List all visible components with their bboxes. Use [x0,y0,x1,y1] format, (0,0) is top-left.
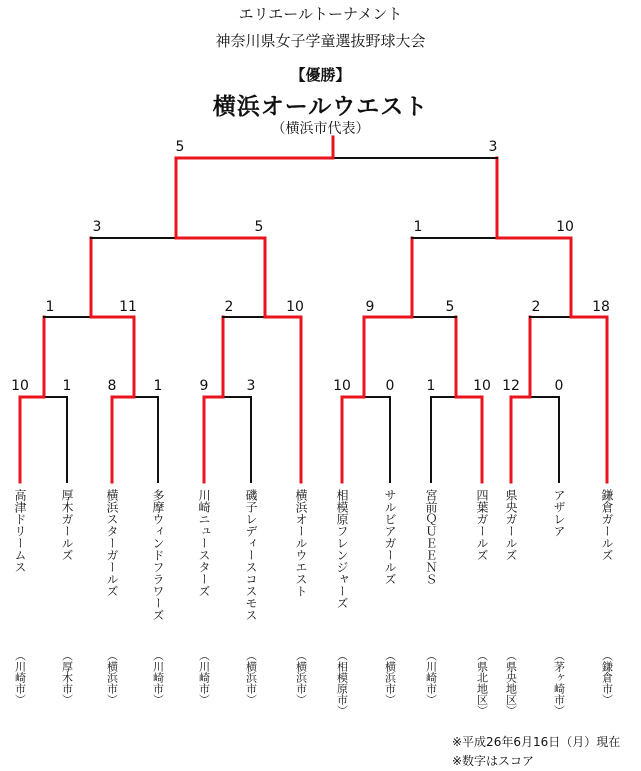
score-r1: 1 [426,378,436,394]
team-name: 川崎ニュースターズ [197,489,211,597]
team-name: 高津ドリームス [13,489,27,573]
score-r2: 1 [45,299,55,315]
team-area: （川崎市） [13,650,27,705]
score-r1: 3 [246,378,256,394]
team-area: （川崎市） [151,650,165,705]
score-r1: 10 [473,378,491,394]
team-name: 県央ガールズ [504,489,518,561]
team-name: 相模原フレンジャーズ [335,489,349,609]
footnote-score: ※数字はスコア [452,754,535,768]
team-area: （県央地区） [504,650,518,716]
team-name: 横浜スターガールズ [105,489,119,597]
team-name: 磯子レディースコスモス [244,489,258,621]
score-r1: 1 [153,378,163,394]
score-r2: 18 [592,299,610,315]
team-name: 鎌倉ガールズ [600,489,614,561]
team-area: （川崎市） [197,650,211,705]
score-r1: 10 [11,378,29,394]
score-final: 3 [488,139,498,155]
team-area: （県北地区） [475,650,489,716]
team-name: アザレア [552,489,566,537]
score-r3: 3 [92,219,102,235]
score-r3: 1 [413,219,423,235]
score-r2: 5 [445,299,455,315]
winner-area: （横浜市代表） [271,121,370,137]
score-r2: 2 [531,299,541,315]
team-area: （横浜市） [244,650,258,705]
team-name: 多摩ウィンドフラワーズ [151,489,165,621]
team-area: （厚木市） [60,650,74,705]
team-name: サルビアガールズ [383,489,397,585]
score-r2: 10 [286,299,304,315]
winner-label: 【優勝】 [290,66,351,84]
score-r3: 10 [556,219,574,235]
footnote-date: ※平成26年6月16日（月）現在 [452,735,621,749]
score-r1: 9 [199,378,209,394]
winner-name: 横浜オールウエスト [212,94,429,120]
team-name: 宮前ＱＵＥＥＮＳ [424,489,438,585]
score-final: 5 [175,139,185,155]
team-area: （横浜市） [105,650,119,705]
team-area: （茅ヶ崎市） [552,650,566,716]
team-name: 四葉ガールズ [475,489,489,561]
score-r2: 9 [365,299,375,315]
tournament-title: エリエールトーナメント [238,5,403,23]
team-name: 横浜オールウエスト [294,489,308,597]
team-area: （横浜市） [383,650,397,705]
score-r2: 2 [224,299,234,315]
score-r1: 1 [62,378,72,394]
team-area: （川崎市） [424,650,438,705]
team-area: （横浜市） [294,650,308,705]
team-name: 厚木ガールズ [60,489,74,561]
score-r1: 0 [554,378,564,394]
score-r1: 10 [333,378,351,394]
team-area: （鎌倉市） [600,650,614,705]
score-r1: 12 [502,378,520,394]
score-r2: 11 [119,299,137,315]
team-area: （相模原市） [335,650,349,716]
score-r1: 8 [107,378,117,394]
tournament-subtitle: 神奈川県女子学童選抜野球大会 [215,32,426,50]
score-r1: 0 [385,378,395,394]
score-r3: 5 [254,219,264,235]
